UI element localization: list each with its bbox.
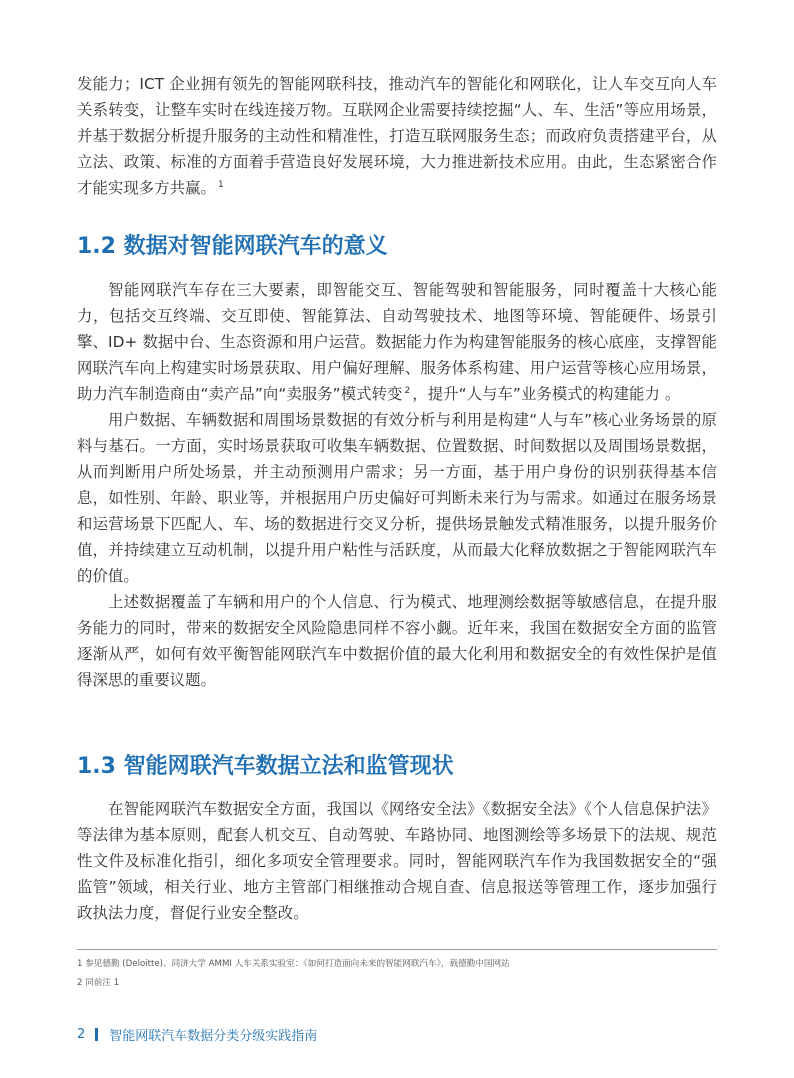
intro-block	[77, 71, 717, 201]
footer-divider-bar	[95, 1028, 98, 1041]
section-1-3-paragraph-1: 在智能网联汽车数据安全方面，我国以《网络安全法》《数据安全法》《个人信息保护法》等法律为基本原则，配套人机交互、自动驾驶、车路协同、地图测绘等多场景下的法规、规范性文件及标准化指引，细化多项安全管理要求。同时，智能网联汽车作为我国数据安全的“强监管”领域，相关行业、地方主管部门相继推动合规自查、信息报送等管理工作，逐步加强行政执法力度，督促行业安全整改。	[77, 800, 717, 922]
section-heading-1-2: 1.2 数据对智能网联汽车的意义	[77, 234, 388, 259]
section-1-2-paragraph-1-part-2: ，提升“人与车”业务模式的构建能力 。	[412, 385, 681, 403]
footnote-2: 2 同前注 1	[77, 978, 120, 988]
section-1-3-body	[77, 796, 717, 926]
footer-document-title: 智能网联汽车数据分类分级实践指南	[109, 1028, 318, 1044]
footnote-divider	[77, 949, 717, 950]
section-1-2-paragraph-2: 用户数据、车辆数据和周围场景数据的有效分析与利用是构建“人与车”核心业务场景的原料与基石。一方面，实时场景获取可收集车辆数据、位置数据、时间数据以及周围场景数据，从而判断用户所处场景，并主动预测用户需求；另一方面，基于用户身份的识别获得基本信息，如性别、年龄、职业等，并根据用户历史偏好可判断未来行为与需求。如通过在服务场景和运营场景下匹配人、车、场的数据进行交叉分析，提供场景触发式精准服务，以提升服务价值，并持续建立互动机制，以提升用户粘性与活跃度，从而最大化释放数据之于智能网联汽车的价值。	[77, 411, 717, 585]
section-1-2-body	[77, 277, 717, 693]
section-1-2-paragraph-3: 上述数据覆盖了车辆和用户的个人信息、行为模式、地理测绘数据等敏感信息，在提升服务能力的同时，带来的数据安全风险隐患同样不容小觑。近年来，我国在数据安全方面的监管逐渐从严，如何有效平衡智能网联汽车中数据价值的最大化利用和数据安全的有效性保护是值得深思的重要议题。	[77, 593, 717, 689]
section-1-2-paragraph-1	[77, 277, 717, 407]
section-heading-1-3: 1.3 智能网联汽车数据立法和监管现状	[77, 754, 454, 779]
intro-text: 发能力；ICT 企业拥有领先的智能网联科技，推动汽车的智能化和网联化，让人车交互向人车关系转变，让整车实时在线连接万物。互联网企业需要持续挖掘“人、车、生活”等应用场景，并基于数据分析提升服务的主动性和精准性，打造互联网服务生态；而政府负责搭建平台，从立法、政策、标准的方面着手营造良好发展环境，大力推进新技术应用。由此，生态紧密合作才能实现多方共赢。	[77, 75, 717, 197]
intro-paragraph	[77, 71, 717, 201]
section-1-2-paragraph-1-part-1: 智能网联汽车存在三大要素，即智能交互、智能驾驶和智能服务，同时覆盖十大核心能力，包括交互终端、交互即使、智能算法、自动驾驶技术、地图等环境、智能硬件、场景引擎、ID+ 数据中台、生态资源和用户运营。数据能力作为构建智能服务的核心底座，支撑智能网联汽车向上构建实时场景获取、用户偏好理解、服务体系构建、用户运营等核心应用场景，助力汽车制造商由“卖产品”向“卖服务”模式转变	[77, 281, 717, 403]
footnote-1: 1 参见德勤 (Deloitte)、同济大学 AMMI 人车关系实验室：《如何打造面向未来的智能网联汽车》，载德勤中国网站	[77, 959, 510, 969]
footnote-ref-1[interactable]: 1	[217, 179, 224, 190]
footnote-ref-2[interactable]: 2	[404, 385, 411, 396]
page-footer	[77, 1025, 317, 1043]
page-number: 2	[77, 1026, 86, 1042]
